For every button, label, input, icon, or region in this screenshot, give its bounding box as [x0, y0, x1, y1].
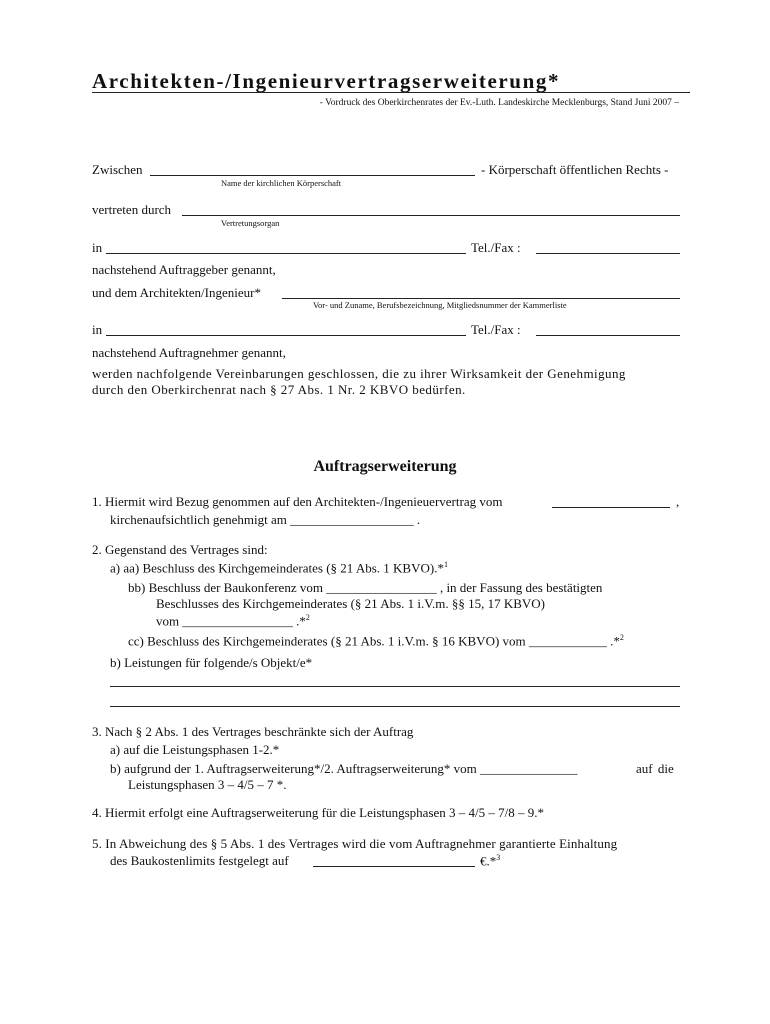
section1-line1: 1. Hiermit wird Bezug genommen auf den Architekten-/Ingenieuervertrag vom [92, 494, 503, 509]
section2-bb-line2: Beschlusses des Kirchgemeinderates (§ 21 Abs. 1 i.V.m. §§ 15, 17 KBVO) [156, 596, 545, 611]
section-heading: Auftragserweiterung [313, 458, 457, 475]
section2-bb-line1: bb) Beschluss der Baukonferenz vom _________________ , in der Fassung des bestätigten [128, 580, 603, 595]
telfax-label-1: Tel./Fax : [471, 240, 521, 255]
section2-b: b) Leistungen für folgende/s Objekt/e* [110, 655, 313, 670]
objekt-field-1[interactable] [110, 686, 680, 687]
section3-b-line1: b) aufgrund der 1. Auftragserweiterung*/2. Auftragserweiterung* vom _______________ [110, 761, 578, 776]
section2-aa: a) aa) Beschluss des Kirchgemeinderates (§ 21 Abs. 1 KBVO).*$^1$ [110, 560, 448, 576]
vertrag-datum-field[interactable] [552, 507, 670, 508]
document-subtitle: - Vordruck des Oberkirchenrates der Ev.-Luth. Landeskirche Mecklenburgs, Stand Juni 2007 – [319, 98, 679, 108]
section2-cc: cc) Beschluss des Kirchgemeinderates (§ 21 Abs. 1 i.V.m. § 16 KBVO) vom ____________ .*$^2$ [128, 633, 624, 649]
auftragnehmer-text: nachstehend Auftragnehmer genannt, [92, 345, 286, 360]
section4-text: 4. Hiermit erfolgt eine Auftragserweiterung für die Leistungsphasen 3 – 4/5 – 7/8 – 9.* [92, 805, 545, 820]
vereinbarung-line-1: werden nachfolgende Vereinbarungen geschlossen, die zu ihrer Wirksamkeit der Genehmigung [92, 366, 626, 381]
telfax-field-2[interactable] [536, 335, 680, 336]
ort-field-2[interactable] [106, 335, 466, 336]
section3-a: a) auf die Leistungsphasen 1-2.* [110, 742, 280, 757]
section3-b-line2: Leistungsphasen 3 – 4/5 – 7 *. [128, 777, 287, 792]
section1-comma: , [676, 494, 680, 509]
ort-label-1: in [92, 240, 103, 255]
vertretungsorgan-hint: Vertretungsorgan [221, 218, 280, 228]
architekt-hint: Vor- und Zuname, Berufsbezeichnung, Mitgliedsnummer der Kammerliste [313, 300, 567, 310]
vertretungsorgan-field[interactable] [182, 215, 680, 216]
ort-field-1[interactable] [106, 253, 466, 254]
telfax-label-2: Tel./Fax : [471, 322, 521, 337]
section3-b-line1-end: auf die [636, 761, 674, 776]
section3-head: 3. Nach § 2 Abs. 1 des Vertrages beschränkte sich der Auftrag [92, 724, 414, 739]
section5-line2: des Baukostenlimits festgelegt auf [110, 853, 289, 868]
section5-euro: €.*$^3$ [480, 853, 501, 869]
title-underline [92, 92, 690, 93]
vertreten-label: vertreten durch [92, 202, 172, 217]
telfax-field-1[interactable] [536, 253, 680, 254]
koerperschaft-suffix: - Körperschaft öffentlichen Rechts - [481, 162, 669, 177]
section1-line2: kirchenaufsichtlich genehmigt am ___________________ . [110, 512, 421, 527]
objekt-field-2[interactable] [110, 706, 680, 707]
document-title: Architekten-/Ingenieurvertragserweiterung* [92, 69, 561, 93]
koerperschaft-field[interactable] [150, 175, 475, 176]
auftraggeber-text: nachstehend Auftraggeber genannt, [92, 262, 276, 277]
ort-label-2: in [92, 322, 103, 337]
baukostenlimit-field[interactable] [313, 866, 475, 867]
section5-line1: 5. In Abweichung des § 5 Abs. 1 des Vertrages wird die vom Auftragnehmer garantierte Einhaltung [92, 836, 618, 851]
architekt-field[interactable] [282, 298, 680, 299]
koerperschaft-hint: Name der kirchlichen Körperschaft [221, 178, 342, 188]
vereinbarung-line-2: durch den Oberkirchenrat nach § 27 Abs. 1 Nr. 2 KBVO bedürfen. [92, 382, 466, 397]
section2-bb-line3: vom _________________ .*$^2$ [156, 613, 310, 629]
architekt-label: und dem Architekten/Ingenieur* [92, 285, 261, 300]
section2-head: 2. Gegenstand des Vertrages sind: [92, 542, 268, 557]
zwischen-label: Zwischen [92, 162, 143, 177]
